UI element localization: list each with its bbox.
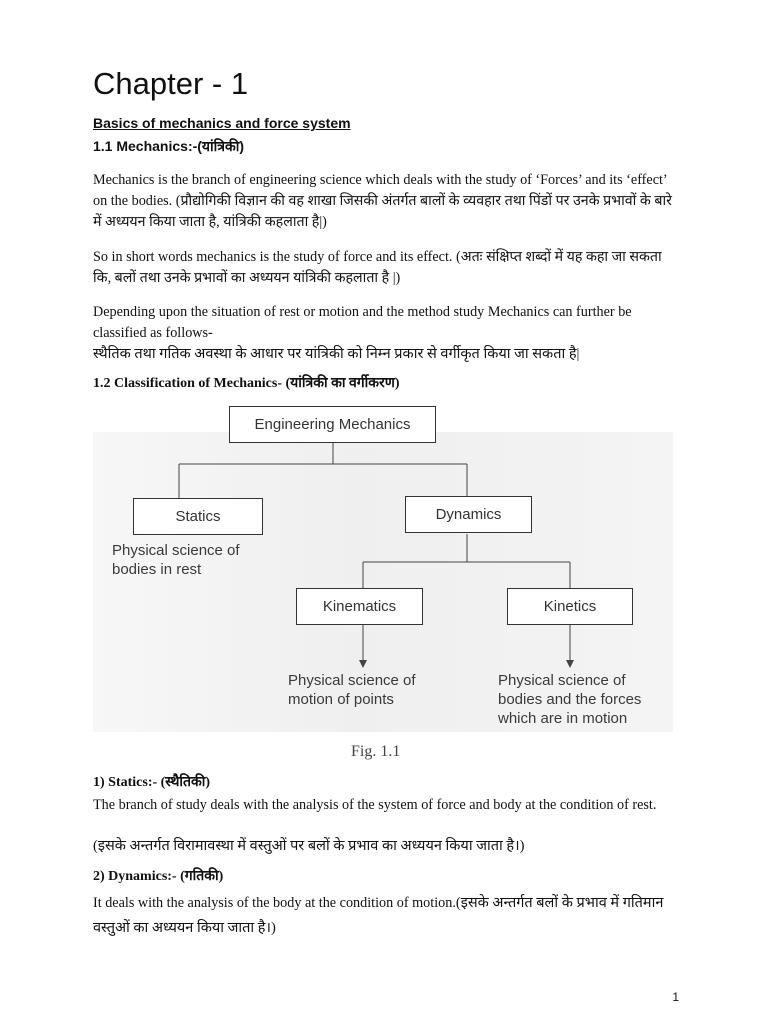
mechanics-short-definition (93, 247, 678, 289)
mechanics-short-hindi: (अतः संक्षिप्त शब्दों में यह कहा जा सकता कि, बलों तथा उनके प्रभावों का अध्ययन यांत्रिकी कहलाता है |) (93, 249, 662, 286)
section-1-2-heading: 1.2 Classification of Mechanics- (यांत्रिकी का वर्गीकरण) (93, 376, 400, 391)
dynamics-box: Dynamics (405, 496, 532, 533)
classification-intro-hindi: स्थैतिक तथा गतिक अवस्था के आधार पर यांत्रिकी को निम्न प्रकार से वर्गीकृत किया जा सकता है| (93, 346, 580, 362)
classification-diagram (93, 396, 673, 766)
engineering-mechanics-box: Engineering Mechanics (229, 406, 436, 443)
chapter-subtitle: Basics of mechanics and force system (93, 115, 351, 131)
statics-definition-hindi: (इसके अन्तर्गत विरामावस्था में वस्तुओं पर बलों के प्रभाव का अध्ययन किया जाता है।) (93, 838, 525, 854)
dynamics-definition-hindi: (इसके अन्तर्गत बलों के प्रभाव में गतिमान वस्तुओं का अध्ययन किया जाता है।) (93, 895, 664, 936)
mechanics-definition (93, 170, 678, 233)
statics-box: Statics (133, 498, 263, 535)
statics-heading: 1) Statics:- (स्थैतिकी) (93, 775, 211, 790)
page-number: 1 (672, 990, 679, 1004)
section-1-1-heading: 1.1 Mechanics:-(यांत्रिकी) (93, 138, 245, 154)
mechanics-short-english: So in short words mechanics is the study of force and its effect. (93, 249, 453, 265)
dynamics-definition-english: It deals with the analysis of the body at the condition of motion. (93, 895, 456, 911)
classification-intro: Depending upon the situation of rest or motion and the method study Mechanics can further be classified as follows- (93, 304, 632, 341)
mechanics-definition-hindi: (प्रौद्योगिकी विज्ञान की वह शाखा जिसकी अंतर्गत बालों के व्यवहार तथा पिंडों पर उनके प्रभावों के बारे में अध्ययन किया जाता है, यांत्रिकी कहलाता है|) (93, 193, 672, 230)
kinetics-note: Physical science of bodies and the forces which are in motion (498, 672, 642, 727)
mechanics-definition-english: Mechanics is the branch of engineering science which deals with the study of ‘Forces’ and its ‘effect’ on the bodies. (93, 172, 667, 209)
statics-definition: The branch of study deals with the analysis of the system of force and body at the condition of rest. (93, 797, 657, 813)
figure-caption: Fig. 1.1 (351, 743, 401, 760)
dynamics-heading: 2) Dynamics:- (गतिकी) (93, 869, 224, 884)
kinematics-box: Kinematics (296, 588, 423, 625)
kinetics-box: Kinetics (507, 588, 633, 625)
statics-note: Physical science of bodies in rest (112, 542, 240, 578)
chapter-title: Chapter - 1 (93, 66, 249, 101)
dynamics-definition (93, 891, 683, 941)
kinematics-note: Physical science of motion of points (288, 672, 416, 708)
